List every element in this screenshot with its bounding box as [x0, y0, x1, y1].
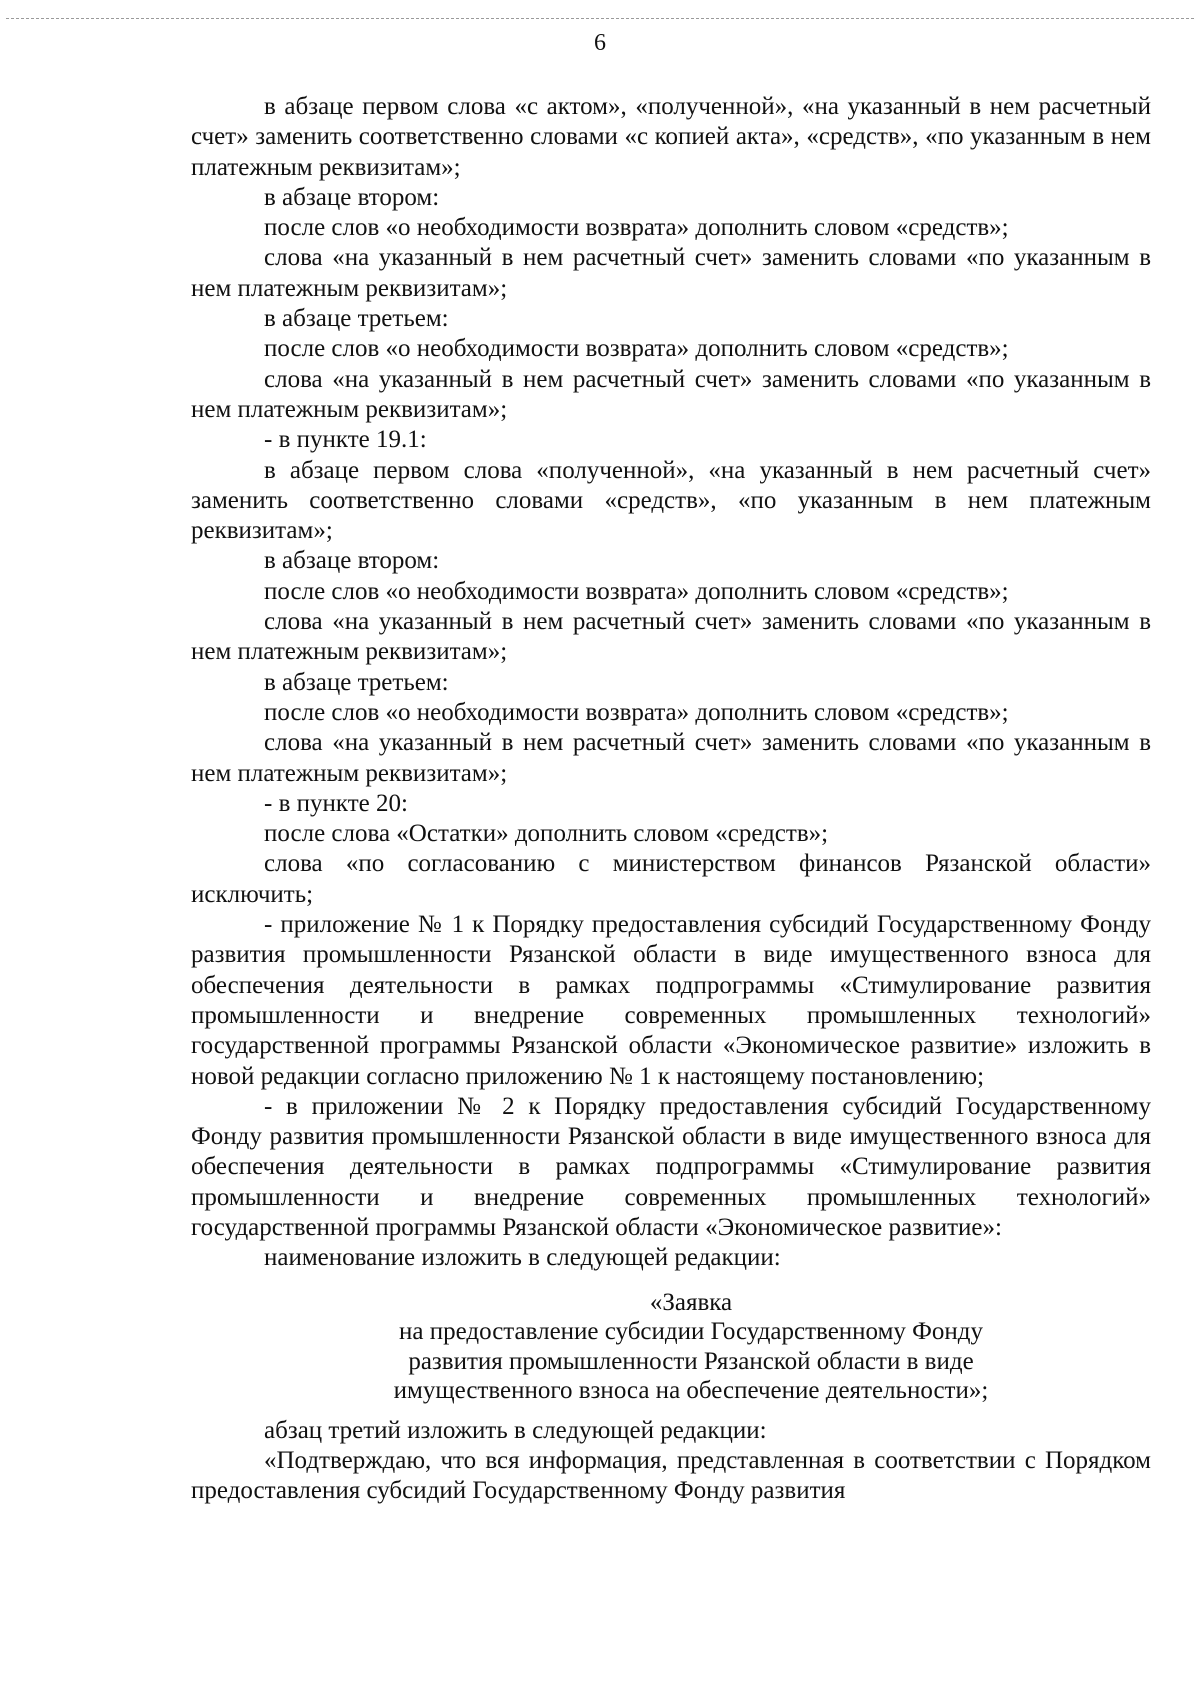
paragraph: - в пункте 20:: [264, 789, 408, 817]
paragraph: после слов «о необходимости возврата» дополнить словом «средств»;: [264, 577, 1009, 605]
paragraph: в абзаце втором:: [264, 547, 440, 575]
paragraph: слова «на указанный в нем расчетный счет» заменить словами «по указанным в нем платежным реквизитам»;: [191, 365, 1151, 423]
paragraph: после слов «о необходимости возврата» дополнить словом «средств»;: [264, 335, 1009, 363]
paragraph: слова «на указанный в нем расчетный счет» заменить словами «по указанным в нем платежным реквизитам»;: [191, 244, 1151, 302]
paragraph: после слов «о необходимости возврата» дополнить словом «средств»;: [264, 214, 1009, 242]
paragraph: - в пункте 19.1:: [264, 426, 427, 454]
paragraph: слова «на указанный в нем расчетный счет» заменить словами «по указанным в нем платежным реквизитам»;: [191, 729, 1151, 787]
paragraph: в абзаце третьем:: [264, 668, 449, 696]
title-line: развития промышленности Рязанской области в виде: [408, 1347, 974, 1375]
paragraph: после слов «о необходимости возврата» дополнить словом «средств»;: [264, 698, 1009, 726]
paragraph: слова «по согласованию с министерством финансов Рязанской области» исключить;: [191, 850, 1151, 908]
paragraph: «Подтверждаю, что вся информация, представленная в соответствии с Порядком предоставления субсидий Государственному Фонду развития: [191, 1446, 1151, 1505]
paragraph: в абзаце первом слова «полученной», «на указанный в нем расчетный счет» заменить соответственно словами «средств», «по указанным в нем платежным реквизитам»;: [191, 456, 1151, 545]
paragraph: наименование изложить в следующей редакции:: [264, 1244, 781, 1272]
paragraph: абзац третий изложить в следующей редакции:: [264, 1416, 767, 1444]
scan-top-edge-line: [6, 18, 1194, 19]
paragraph: слова «на указанный в нем расчетный счет» заменить словами «по указанным в нем платежным реквизитам»;: [191, 608, 1151, 666]
title-line: имущественного взноса на обеспечение деятельности»;: [393, 1377, 989, 1405]
paragraph: в абзаце первом слова «с актом», «полученной», «на указанный в нем расчетный счет» заменить соответственно словами «с копией акта», «средств», «по указанным в нем платежным реквизитам»;: [191, 93, 1151, 181]
title-line: «Заявка: [649, 1288, 733, 1316]
document-body: [191, 92, 1151, 1506]
paragraph: в абзаце третьем:: [264, 305, 449, 333]
application-title-block: [191, 1288, 1151, 1406]
paragraph: после слова «Остатки» дополнить словом «средств»;: [264, 820, 829, 848]
paragraph: - приложение № 1 к Порядку предоставления субсидий Государственному Фонду развития промышленности Рязанской области в виде имущественного взноса для обеспечения деятельности в рамках подпрограммы «Стимулирование развития промышленности и внедрение современных промышленных технологий» государственной программы Рязанской области «Экономическое развитие» изложить в новой редакции согласно приложению № 1 к настоящему постановлению;: [191, 911, 1151, 1090]
page-number: 6: [594, 30, 606, 56]
paragraph: - в приложении № 2 к Порядку предоставления субсидий Государственному Фонду развития промышленности Рязанской области в виде имущественного взноса для обеспечения деятельности в рамках подпрограммы «Стимулирование развития промышленности и внедрение современных промышленных технологий» государственной программы Рязанской области «Экономическое развитие»:: [191, 1092, 1151, 1241]
paragraph: в абзаце втором:: [264, 183, 440, 211]
title-line: на предоставление субсидии Государственному Фонду: [398, 1318, 983, 1346]
